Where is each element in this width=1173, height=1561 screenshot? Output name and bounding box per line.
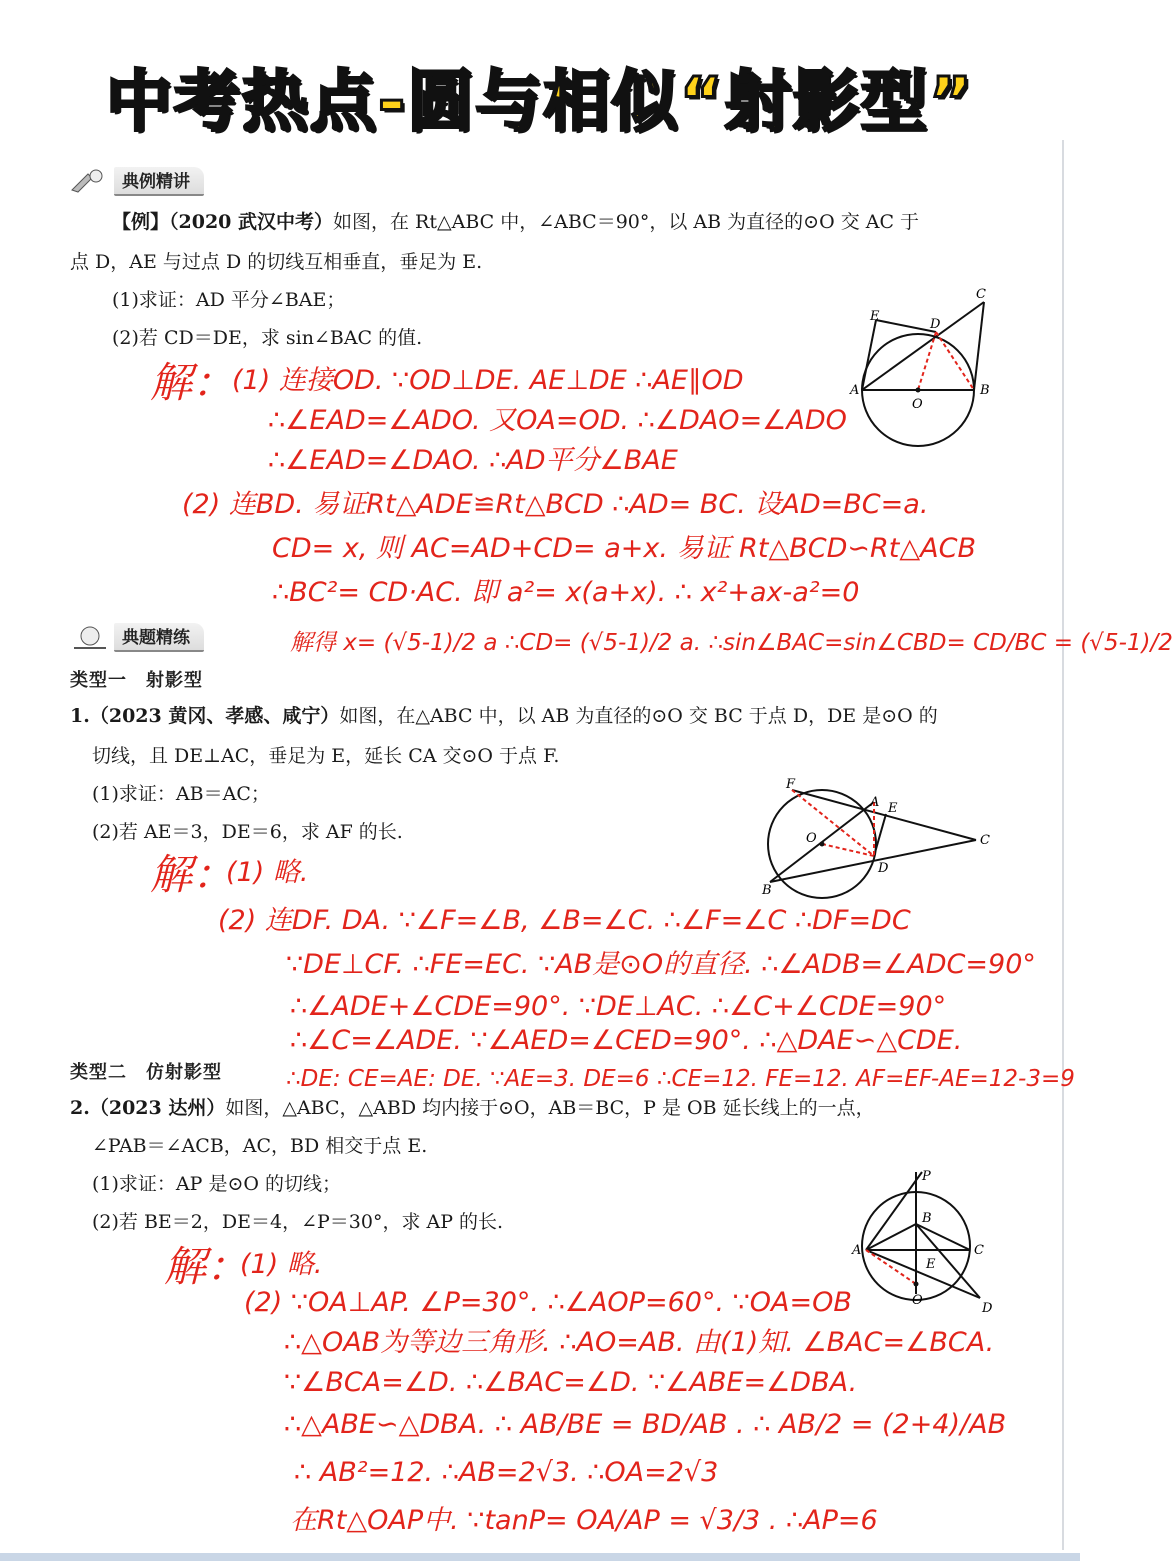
solution-1-jie: 解： [150, 358, 235, 407]
fig2-label-f: F [786, 777, 796, 792]
problem-1-question-2: (2)若 AE＝3，DE＝6，求 AF 的长. [92, 821, 403, 843]
solution-1-line-5: CD= x, 则 AC=AD+CD= a+x. 易证 Rt△BCD∽Rt△ACB [272, 533, 977, 564]
problem-2-line-2: ∠PAB＝∠ACB，AC，BD 相交于点 E. [92, 1135, 428, 1157]
example-section-tag [70, 166, 204, 196]
solution-1-line-1: (1) 连接OD. ∵OD⊥DE. AE⊥DE ∴AE∥OD [232, 365, 744, 396]
mascot-icon [70, 624, 110, 650]
solution-3-line-4: ∵∠BCA=∠D. ∴∠BAC=∠D. ∵∠ABE=∠DBA. [284, 1367, 858, 1398]
solution-1-line-4: (2) 连BD. 易证Rt△ADE≌Rt△BCD ∴AD= BC. 设AD=BC=a. [182, 489, 929, 520]
example-line-1: 【例】（2020 武汉中考）如图，在 Rt△ABC 中，∠ABC＝90°，以 AB 为直径的⊙O 交 AC 于 [112, 211, 920, 233]
problem-2-line-1: 2.（2023 达州）如图，△ABC，△ABD 均内接于⊙O，AB＝BC，P 是 OB 延长线上的一点， [70, 1097, 875, 1119]
fig2-label-a: A [870, 795, 880, 810]
page-edge-divider [1062, 140, 1064, 1550]
fig3-label-d: D [982, 1301, 993, 1316]
solution-1-line-7: 解得 x= (√5-1)/2 a ∴CD= (√5-1)/2 a. ∴sin∠BAC=sin∠CBD= CD/BC = (√5-1)/2 [290, 630, 1173, 656]
fig3-label-b: B [922, 1211, 932, 1226]
problem-1-figure [756, 778, 996, 898]
fig2-label-d: D [878, 861, 889, 876]
fig3-label-o: O [912, 1293, 923, 1308]
practice-section-tag [70, 622, 204, 652]
fig3-label-e: E [926, 1257, 936, 1272]
fig1-label-c: C [976, 287, 986, 302]
example-question-1: (1)求证：AD 平分∠BAE； [112, 289, 346, 311]
practice-tag-label: 典题精练 [114, 623, 204, 652]
problem-1-line-2: 切线，且 DE⊥AC，垂足为 E，延长 CA 交⊙O 于点 F. [92, 745, 560, 767]
fig3-label-a: A [852, 1243, 862, 1258]
type-1-heading: 类型一 射影型 [70, 670, 203, 691]
problem-2-question-1: (1)求证：AP 是⊙O 的切线； [92, 1173, 341, 1195]
problem-2-figure [850, 1166, 1000, 1318]
fig2-label-o: O [806, 831, 817, 846]
solution-2-line-2: (2) 连DF. DA. ∵∠F=∠B, ∠B=∠C. ∴∠F=∠C ∴DF=DC [218, 905, 911, 936]
fig1-label-d: D [930, 317, 941, 332]
type-2-heading: 类型二 仿射影型 [70, 1062, 222, 1083]
fig2-label-c: C [980, 833, 990, 848]
solution-3-line-6: ∴ AB²=12. ∴AB=2√3. ∴OA=2√3 [294, 1457, 719, 1488]
fig1-label-o: O [912, 397, 923, 412]
fig1-label-e: E [870, 309, 880, 324]
solution-1-line-2: ∴∠EAD=∠ADO. 又OA=OD. ∴∠DAO=∠ADO [268, 405, 847, 436]
fig2-label-e: E [888, 801, 898, 816]
solution-2-line-1: (1) 略. [226, 857, 309, 888]
solution-3-line-7: 在Rt△OAP中. ∵tanP= OA/AP = √3/3 . ∴AP=6 [290, 1505, 878, 1536]
solution-3-line-1: (1) 略. [240, 1249, 323, 1280]
example-question-2: (2)若 CD＝DE，求 sin∠BAC 的值. [112, 327, 423, 349]
fig2-label-b: B [762, 883, 772, 898]
solution-3-line-2: (2) ∵OA⊥AP. ∠P=30°. ∴∠AOP=60°. ∵OA=OB [244, 1287, 852, 1318]
problem-2-question-2: (2)若 BE＝2，DE＝4，∠P＝30°，求 AP 的长. [92, 1211, 504, 1233]
solution-1-line-6: ∴BC²= CD·AC. 即 a²= x(a+x). ∴ x²+ax-a²=0 [272, 577, 860, 608]
fig1-label-b: B [980, 383, 990, 398]
example-figure [846, 282, 1006, 452]
example-line-2: 点 D，AE 与过点 D 的切线互相垂直，垂足为 E. [70, 251, 483, 273]
bottom-bar [0, 1553, 1080, 1561]
solution-2-jie: 解： [150, 850, 235, 899]
solution-2-line-3: ∵DE⊥CF. ∴FE=EC. ∵AB是⊙O的直径. ∴∠ADB=∠ADC=90° [286, 949, 1036, 980]
problem-1-question-1: (1)求证：AB＝AC； [92, 783, 270, 805]
solution-3-line-5: ∴△ABE∽△DBA. ∴ AB/BE = BD/AB . ∴ AB/2 = (2+4)/AB [284, 1409, 1007, 1440]
solution-2-line-6: ∴DE: CE=AE: DE. ∵AE=3. DE=6 ∴CE=12. FE=12. AF=EF-AE=12-3=9 [286, 1066, 1075, 1092]
solution-3-line-3: ∴△OAB为等边三角形. ∴AO=AB. 由(1)知. ∠BAC=∠BCA. [284, 1327, 995, 1358]
fig1-label-a: A [850, 383, 860, 398]
solution-3-jie: 解： [164, 1242, 249, 1291]
fig3-label-p: P [922, 1169, 931, 1184]
problem-1-line-1: 1.（2023 黄冈、孝感、咸宁）如图，在△ABC 中，以 AB 为直径的⊙O 交 BC 于点 D，DE 是⊙O 的 [70, 705, 938, 727]
solution-1-line-3: ∴∠EAD=∠DAO. ∴AD平分∠BAE [268, 445, 678, 476]
fig3-label-c: C [974, 1243, 984, 1258]
page-title: 中考热点-圆与相似“射影型” [105, 63, 975, 140]
book-icon [70, 168, 110, 194]
solution-2-line-4: ∴∠ADE+∠CDE=90°. ∵DE⊥AC. ∴∠C+∠CDE=90° [290, 991, 947, 1022]
solution-2-line-5: ∴∠C=∠ADE. ∵∠AED=∠CED=90°. ∴△DAE∽△CDE. [290, 1025, 963, 1056]
example-tag-label: 典例精讲 [114, 167, 204, 196]
